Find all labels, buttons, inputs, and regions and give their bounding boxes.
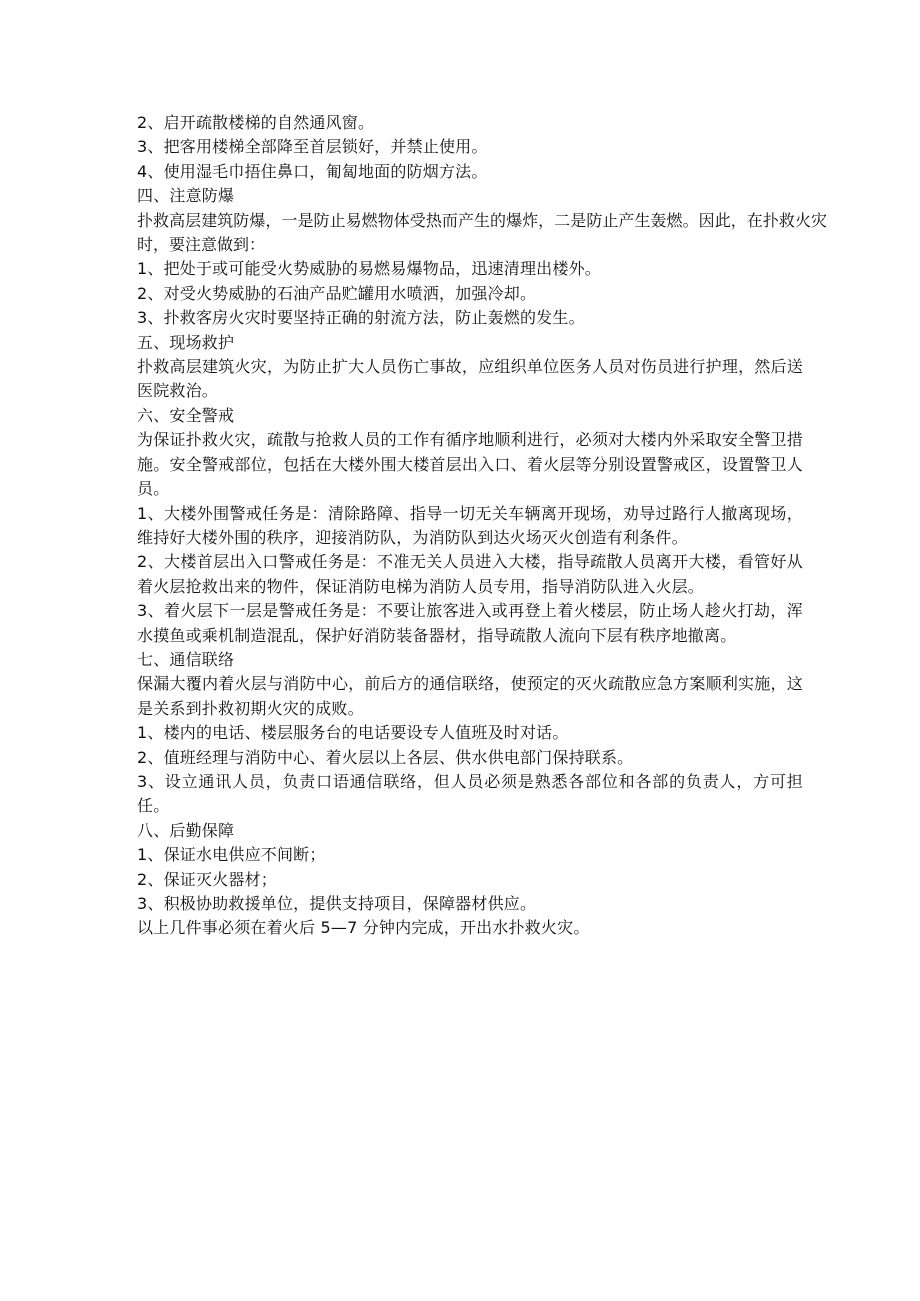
list-item: 3、着火层下一层是警戒任务是：不要让旅客进入或再登上着火楼层，防止场人趁火打劫，浑水摸鱼或乘机制造混乱，保护好消防装备器材，指导疏散人流向下层有秩序地撤离。: [137, 601, 803, 645]
closing-paragraph: 以上几件事必须在着火后 5—7 分钟内完成，开出水扑救火灾。: [137, 918, 590, 938]
list-item: 2、对受火势威胁的石油产品贮罐用水喷洒，加强冷却。: [137, 283, 537, 303]
section-heading: 八、后勤保障: [137, 820, 235, 840]
section-heading: 五、现场救护: [137, 332, 235, 352]
list-item: 2、值班经理与消防中心、着火层以上各层、供水供电部门保持联系。: [137, 747, 634, 767]
paragraph: 为保证扑救火灾，疏散与抢救人员的工作有循序地顺利进行，必须对大楼内外采取安全警卫措施。安全警戒部位，包括在大楼外围大楼首层出入口、着火层等分别设置警戒区，设置警卫人员。: [137, 430, 803, 499]
list-item: 3、把客用楼梯全部降至首层锁好，并禁止使用。: [137, 137, 488, 157]
paragraph: 扑救高层建筑防爆，一是防止易燃物体受热而产生的爆炸，二是防止产生轰燃。因此，在扑救火灾时，要注意做到：: [137, 210, 827, 255]
list-item: 1、保证水电供应不间断；: [137, 845, 326, 865]
list-item: 3、积极协助救援单位，提供支持项目，保障器材供应。: [137, 894, 537, 913]
list-item: 1、把处于或可能受火势威胁的易燃易爆物品，迅速清理出楼外。: [137, 259, 601, 279]
section-heading: 四、注意防爆: [137, 186, 235, 206]
section-heading: 七、通信联络: [137, 649, 235, 669]
document-body: [137, 111, 827, 941]
list-item: 4、使用湿毛巾捂住鼻口，匍匐地面的防烟方法。: [137, 161, 488, 181]
list-item: 1、大楼外围警戒任务是：清除路障、指导一切无关车辆离开现场，劝导过路行人撤离现场，维持好大楼外围的秩序，迎接消防队，为消防队到达火场灭火创造有利条件。: [137, 503, 803, 547]
list-item: 3、扑救客房火灾时要坚持正确的射流方法，防止轰燃的发生。: [137, 308, 585, 328]
paragraph: 扑救高层建筑火灾，为防止扩大人员伤亡事故，应组织单位医务人员对伤员进行护理，然后送医院救治。: [137, 357, 803, 401]
paragraph: 保漏大覆内着火层与消防中心，前后方的通信联络，使预定的灭火疏散应急方案顺利实施，这是关系到扑救初期火灾的成败。: [137, 674, 803, 718]
list-item: 1、楼内的电话、楼层服务台的电话要设专人值班及时对话。: [137, 723, 569, 743]
list-item: 2、启开疏散楼梯的自然通风窗。: [137, 113, 375, 132]
list-item: 3、设立通讯人员，负责口语通信联络，但人员必须是熟悉各部位和各部的负责人，方可担任。: [137, 771, 803, 816]
section-heading: 六、安全警戒: [137, 405, 235, 425]
list-item: 2、大楼首层出入口警戒任务是：不准无关人员进入大楼，指导疏散人员离开大楼，看管好从着火层抢救出来的物件，保证消防电梯为消防人员专用，指导消防队进入火层。: [137, 552, 803, 596]
list-item: 2、保证灭火器材；: [137, 869, 277, 889]
